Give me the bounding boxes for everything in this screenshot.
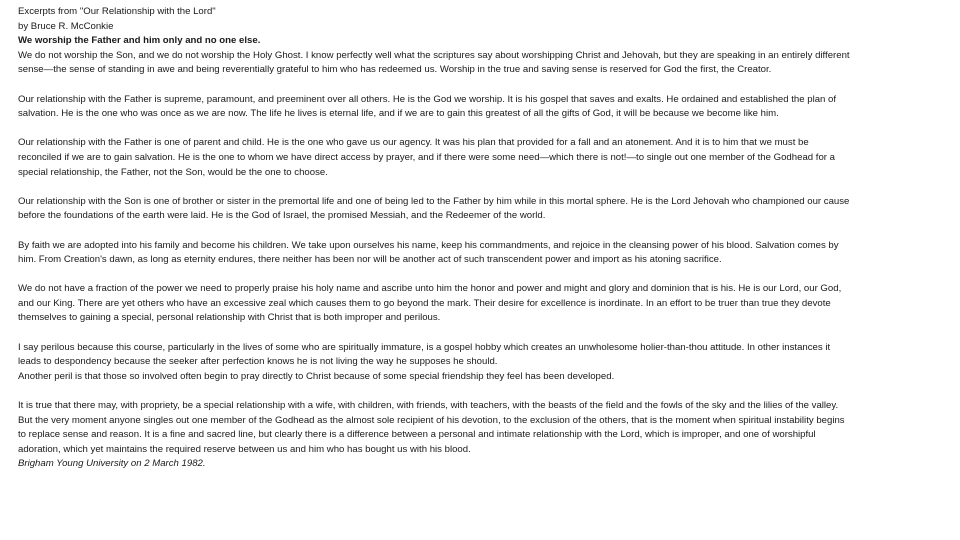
paragraph-perilous: I say perilous because this course, particularly in the lives of some who are spiritually immature, is a gospel hobby which creates an unwholesome holier-than-thou attitude. In other instances it leads to despondency because the seeker after perfection knows he is not living the way he supposes he should.	[18, 341, 831, 368]
paragraph-son-brother: Our relationship with the Son is one of brother or sister in the premortal life and one of being led to the Father by him while in this mortal sphere. He is the Lord Jehovah who championed our cause before the foundations of the earth were laid. He is the God of Israel, the promised Messiah, and the Redeemer of the world.	[18, 195, 850, 222]
paragraph-father-supreme: Our relationship with the Father is supreme, paramount, and preeminent over all others. He is the God we worship. It is his gospel that saves and exalts. He ordained and established the plan of salvation. He is the one who was once as we are now. The life he lives is eternal life, and if we are to gain this greatest of all the gifts of God, it will be because we become like him.	[18, 93, 837, 120]
document-heading: We worship the Father and him only and no one else.	[18, 35, 261, 47]
document-source: Brigham Young University on 2 March 1982.	[18, 458, 206, 470]
paragraph-adopted-by-faith: By faith we are adopted into his family and become his children. We take upon ourselves his name, keep his commandments, and rejoice in the cleansing power of his blood. Salvation comes by him. From Creation's dawn, as long as eternity endures, there neither has been nor will be another act of such transcendent power and import as his atoning sacrifice.	[18, 239, 839, 266]
paragraph-worship: We do not worship the Son, and we do not worship the Holy Ghost. I know perfectly well what the scriptures say about worshipping Christ and Jehovah, but they are speaking in an entirely different sense—the sense of standing in awe and being reverentially grateful to him who has redeemed us. Worship in the true and saving sense is reserved for God the first, the Creator.	[18, 49, 850, 76]
document-author: by Bruce R. McConkie	[18, 20, 114, 32]
paragraph-another-peril: Another peril is that those so involved often begin to pray directly to Christ because of some special friendship they feel has been developed.	[18, 370, 615, 382]
document-body	[18, 5, 850, 472]
document-title: Excerpts from "Our Relationship with the Lord"	[18, 6, 216, 17]
paragraph-praise: We do not have a fraction of the power we need to properly praise his holy name and ascribe unto him the honor and power and might and glory and dominion that is his. He is our Lord, our God, and our King. There are yet others who have an excessive zeal which causes them to go beyond the mark. Their desire for excellence is inordinate. In an effort to be truer than true they devote themselves to gaining a special, personal relationship with Christ that is both improper and perilous.	[18, 283, 842, 324]
paragraph-father-parent: Our relationship with the Father is one of parent and child. He is the one who gave us our agency. It was his plan that provided for a fall and an atonement. And it is to him that we must be reconciled if we are to gain salvation. He is the one to whom we have direct access by prayer, and if there were some need—which there is not!—to single out one member of the Godhead for a special relationship, the Father, not the Son, would be the one to choose.	[18, 137, 835, 178]
paragraph-propriety: It is true that there may, with propriety, be a special relationship with a wife, with children, with friends, with teachers, with the beasts of the field and the fowls of the sky and the lilies of the valley. But the very moment anyone singles out one member of the Godhead as the almost sole recipient of his devotion, to the exclusion of the others, that is the moment when spiritual instability begins to replace sense and reason. It is a fine and sacred line, but clearly there is a difference between a personal and intimate relationship with the Lord, which is improper, and one of worshipful adoration, which yet maintains the required reserve between us and him who has bought us with his blood.	[18, 400, 845, 455]
